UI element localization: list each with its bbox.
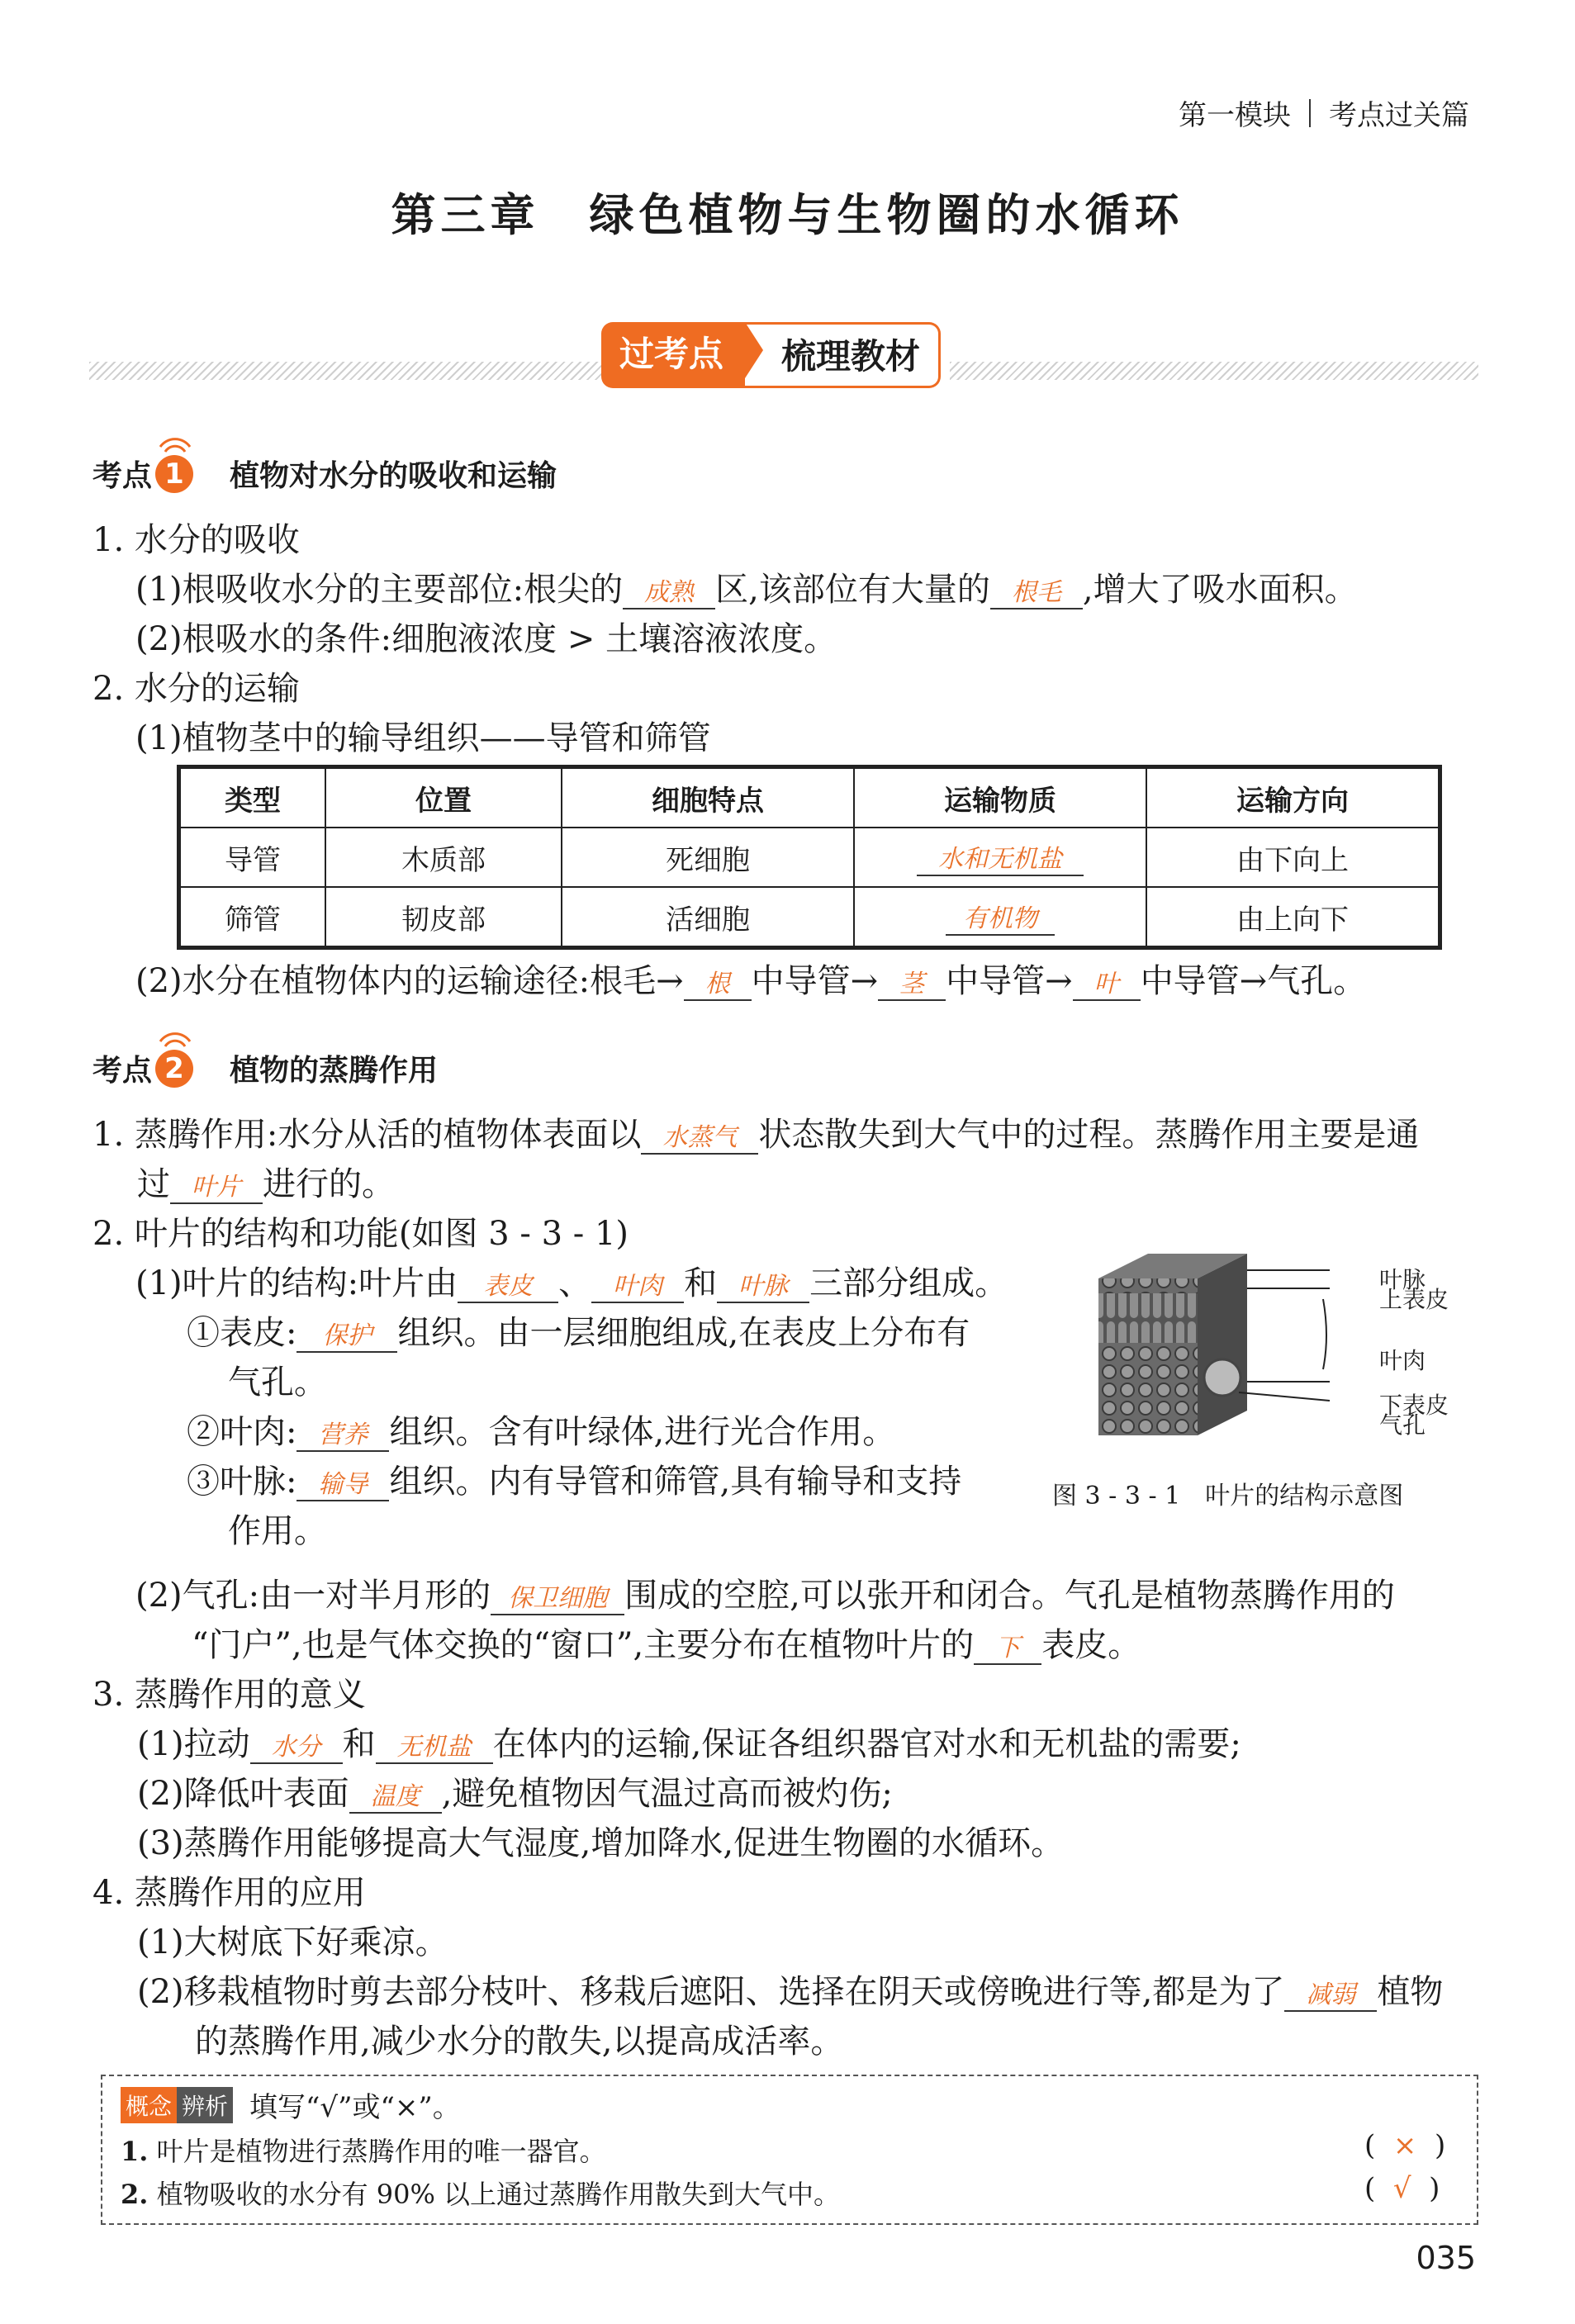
- dash-divider-right: [950, 362, 1478, 380]
- page-number: 035: [1416, 2240, 1476, 2276]
- answer-blank: 输导: [296, 1463, 389, 1501]
- text: 区,该部位有大量的: [715, 571, 990, 609]
- s1-line-1: [135, 563, 1358, 610]
- s2-p16: 的蒸腾作用,减少水分的散失,以提高成活率。: [195, 2023, 844, 2061]
- s1-heading-1: 1. 水分的吸收: [93, 521, 300, 559]
- label-upper-epidermis: 上表皮: [1379, 1286, 1449, 1313]
- text: 和: [684, 1264, 718, 1302]
- text: ,增大了吸水面积。: [1082, 571, 1358, 609]
- table-cell: 由下向上: [1146, 828, 1439, 887]
- text: (2)移栽植物时剪去部分枝叶、移栽后遮阳、选择在阴天或傍晚进行等,都是为了: [137, 1973, 1285, 2011]
- s2-p7: [135, 1569, 1395, 1616]
- section-banner: [601, 322, 941, 388]
- kaodian-2-heading: [93, 1047, 438, 1089]
- answer-blank: 茎: [878, 963, 946, 1001]
- table-cell: 由上向下: [1146, 887, 1439, 946]
- kaodian-1-heading: [93, 453, 557, 495]
- table-cell: 死细胞: [562, 828, 854, 887]
- table-cell: 韧皮部: [325, 887, 562, 946]
- answer-blank: 温度: [349, 1776, 442, 1814]
- answer-blank: 水蒸气: [641, 1117, 758, 1155]
- signal-wave-icon: [159, 434, 192, 455]
- text: 三部分组成。: [809, 1264, 1008, 1302]
- label-lower-epidermis: 下表皮: [1379, 1392, 1449, 1419]
- text: (1)叶片的结构:叶片由: [135, 1264, 458, 1302]
- answer-blank: 保卫细胞: [491, 1577, 624, 1615]
- tag-part: 辨析: [177, 2087, 233, 2123]
- s2-p5: [187, 1406, 895, 1453]
- chapter-name: 绿色植物与生物圈的水循环: [589, 189, 1184, 241]
- text: ③叶脉:: [187, 1463, 297, 1501]
- item-text: 叶片是植物进行蒸腾作用的唯一器官。: [156, 2136, 606, 2167]
- text: 过: [137, 1165, 170, 1203]
- tag-part: 概念: [121, 2087, 177, 2123]
- table-cell: 活细胞: [562, 887, 854, 946]
- dash-divider-left: [89, 362, 601, 380]
- kaodian-label: 考点: [93, 1054, 153, 1088]
- kaodian-label: 考点: [93, 459, 153, 493]
- item-number: 1.: [121, 2136, 149, 2167]
- text: 、: [558, 1264, 592, 1302]
- answer-blank: 根毛: [990, 572, 1083, 609]
- answer-blank: 保护: [296, 1315, 397, 1353]
- text: 中导管→气孔。: [1140, 962, 1367, 1000]
- answer-blank: 成熟: [623, 572, 715, 609]
- s2-p4-cont: 气孔。: [228, 1364, 327, 1402]
- kaodian-number-badge: [155, 1050, 193, 1088]
- s2-p12: (3)蒸腾作用能够提高大气湿度,增加降水,促进生物圈的水循环。: [137, 1824, 1065, 1862]
- text: 植物: [1377, 1973, 1444, 2011]
- table-cell: 筛管: [180, 887, 325, 946]
- table-header-cell: 位置: [325, 768, 562, 828]
- signal-wave-icon: [159, 1028, 192, 1050]
- s2-p8: [192, 1619, 1141, 1666]
- banner-right: 梳理教材: [745, 322, 941, 388]
- s2-p2: 2. 叶片的结构和功能(如图 3 - 3 - 1): [93, 1215, 629, 1253]
- text: ①表皮:: [187, 1314, 297, 1352]
- answer-blank: 减弱: [1284, 1974, 1377, 2012]
- header-module: 第一模块: [1179, 99, 1291, 132]
- kaodian-number: 2: [164, 1051, 184, 1085]
- text: (1)根吸收水分的主要部位:根尖的: [135, 571, 624, 609]
- text: 组织。含有叶绿体,进行光合作用。: [389, 1413, 896, 1451]
- label-mesophyll: 叶肉: [1379, 1347, 1426, 1374]
- text: 进行的。: [263, 1165, 395, 1203]
- answer-blank: 营养: [296, 1414, 389, 1452]
- table-header-cell: 运输物质: [854, 768, 1146, 828]
- answer-blank: 有机物: [946, 898, 1055, 936]
- answer-blank: 下: [974, 1627, 1041, 1665]
- answer-blank: 水分: [250, 1726, 343, 1764]
- running-header: [1179, 92, 1469, 133]
- answer-blank: 叶脉: [717, 1265, 809, 1303]
- header-section: 考点过关篇: [1329, 99, 1469, 132]
- kaodian-number-badge: [155, 455, 193, 493]
- text: 状态散失到大气中的过程。蒸腾作用主要是通: [758, 1116, 1420, 1154]
- s2-p14: (1)大树底下好乘凉。: [137, 1923, 448, 1961]
- s1-heading-2: 2. 水分的运输: [93, 670, 300, 708]
- item-number: 2.: [121, 2179, 149, 2210]
- text: 1. 蒸腾作用:水分从活的植物体表面以: [93, 1116, 642, 1154]
- table-header-row: [180, 768, 1439, 828]
- s2-p4: [187, 1307, 970, 1354]
- s1-line-2: (2)根吸水的条件:细胞液浓度 > 土壤溶液浓度。: [135, 620, 837, 658]
- table-header-cell: 类型: [180, 768, 325, 828]
- text: 在体内的运输,保证各组织器官对水和无机盐的需要;: [492, 1725, 1241, 1763]
- table-row: [180, 828, 1439, 887]
- text: 表皮。: [1041, 1626, 1141, 1664]
- chapter-number: 第三章: [391, 189, 540, 241]
- s2-p13: 4. 蒸腾作用的应用: [93, 1874, 366, 1912]
- kaodian-number: 1: [164, 457, 184, 491]
- table-header-cell: 细胞特点: [562, 768, 854, 828]
- answer-blank: 叶片: [170, 1166, 263, 1204]
- s1-line-4: [135, 955, 1366, 1002]
- table-row: [180, 887, 1439, 946]
- label-vein: 叶脉: [1379, 1266, 1426, 1293]
- kaodian-topic: 植物的蒸腾作用: [230, 1054, 439, 1088]
- answer-mark: ×: [1392, 2129, 1417, 2162]
- table-cell: 导管: [180, 828, 325, 887]
- text: 和: [342, 1725, 376, 1763]
- s2-p6: [187, 1455, 961, 1502]
- text: 围成的空腔,可以张开和闭合。气孔是植物蒸腾作用的: [624, 1577, 1395, 1615]
- s2-p10: [137, 1718, 1241, 1765]
- s2-p1-cont: [137, 1158, 395, 1205]
- concept-item-2: [121, 2174, 840, 2212]
- label-stoma: 气孔: [1379, 1411, 1426, 1439]
- conduction-table: [177, 765, 1442, 950]
- table: [179, 767, 1440, 947]
- item-text: 植物吸收的水分有 90% 以上通过蒸腾作用散失到大气中。: [156, 2179, 841, 2210]
- answer-blank: 根: [684, 963, 752, 1001]
- figure-caption: 图 3 - 3 - 1 叶片的结构示意图: [1052, 1482, 1404, 1511]
- text: 组织。内有导管和筛管,具有输导和支持: [389, 1463, 962, 1501]
- text: ,避免植物因气温过高而被灼伤;: [441, 1775, 893, 1813]
- text: (2)气孔:由一对半月形的: [135, 1577, 491, 1615]
- banner-left: 过考点: [601, 322, 745, 388]
- kaodian-topic: 植物对水分的吸收和运输: [230, 459, 557, 493]
- answer-blank: 表皮: [458, 1265, 558, 1303]
- header-divider: [1309, 99, 1311, 127]
- text: 中导管→: [751, 962, 879, 1000]
- concept-tag: [121, 2087, 233, 2123]
- concept-instruction: 填写“√”或“×”。: [249, 2091, 461, 2124]
- s1-line-3: (1)植物茎中的输导组织——导管和筛管: [135, 719, 711, 757]
- s2-p9: 3. 蒸腾作用的意义: [93, 1676, 366, 1714]
- text: (1)拉动: [137, 1725, 250, 1763]
- table-header-cell: 运输方向: [1146, 768, 1439, 828]
- text: 组织。由一层细胞组成,在表皮上分布有: [397, 1314, 970, 1352]
- text: ②叶肉:: [187, 1413, 297, 1451]
- answer-blank: 水和无机盐: [917, 838, 1084, 876]
- table-cell-answer: [854, 887, 1146, 946]
- answer-mark: √: [1392, 2172, 1411, 2205]
- s2-p6-cont: 作用。: [228, 1512, 327, 1550]
- s2-p11: [137, 1767, 893, 1814]
- answer-blank: 叶肉: [591, 1265, 684, 1303]
- answer-blank: 叶: [1073, 963, 1141, 1001]
- table-cell-answer: [854, 828, 1146, 887]
- s2-p15: [137, 1966, 1443, 2013]
- s2-p1: [93, 1108, 1419, 1155]
- s2-p3: [135, 1257, 1008, 1304]
- text: “门户”,也是气体交换的“窗口”,主要分布在植物叶片的: [192, 1626, 975, 1664]
- answer-blank: 无机盐: [376, 1726, 493, 1764]
- chapter-title: [0, 180, 1575, 244]
- text: 中导管→: [946, 962, 1073, 1000]
- text: (2)降低叶表面: [137, 1775, 349, 1813]
- concept-header: [121, 2084, 461, 2125]
- answer-bracket-1: ( × ): [1364, 2129, 1446, 2162]
- concept-item-1: [121, 2131, 606, 2169]
- table-cell: 木质部: [325, 828, 562, 887]
- text: (2)水分在植物体内的运输途径:根毛→: [135, 962, 684, 1000]
- answer-bracket-2: ( √ ): [1364, 2172, 1440, 2205]
